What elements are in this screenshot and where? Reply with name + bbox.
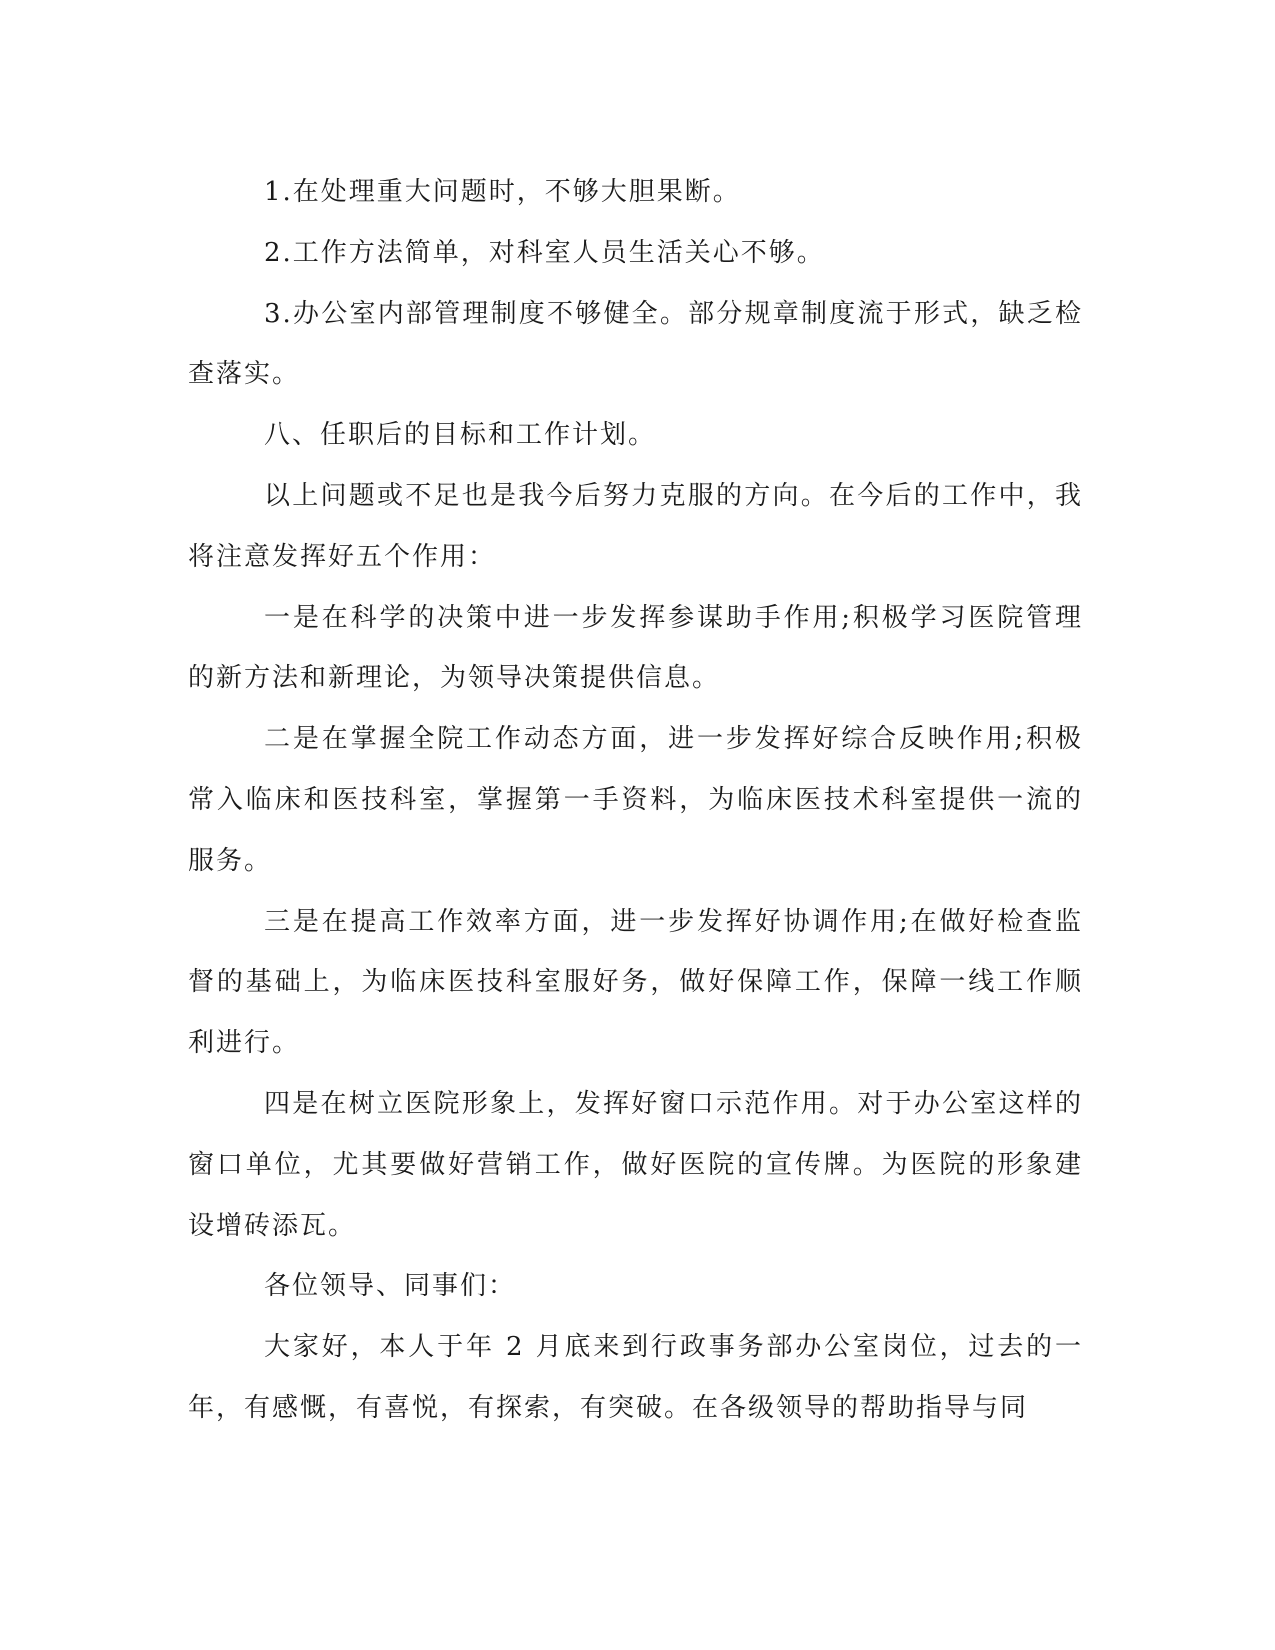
paragraph-greeting: 大家好，本人于年 2 月底来到行政事务部办公室岗位，过去的一年，有感慨，有喜悦，有探索，有突破。在各级领导的帮助指导与同: [188, 1332, 1083, 1423]
paragraph-item-1: 1.在处理重大问题时，不够大胆果断。: [264, 177, 741, 207]
paragraph-role-three: 三是在提高工作效率方面，进一步发挥好协调作用;在做好检查监督的基础上，为临床医技科室服好务，做好保障工作，保障一线工作顺利进行。: [188, 906, 1083, 1059]
document-body: [188, 162, 1083, 1439]
paragraph-item-3: 3.办公室内部管理制度不够健全。部分规章制度流于形式，缺乏检查落实。: [188, 298, 1083, 390]
salutation: 各位领导、同事们：: [264, 1271, 517, 1302]
paragraph-intro: 以上问题或不足也是我今后努力克服的方向。在今后的工作中，我将注意发挥好五个作用：: [188, 480, 1083, 572]
paragraph-item-2: 2.工作方法简单，对科室人员生活关心不够。: [264, 237, 825, 268]
paragraph-role-one: 一是在科学的决策中进一步发挥参谋助手作用;积极学习医院管理的新方法和新理论，为领导决策提供信息。: [188, 602, 1083, 694]
section-heading-eight: 八、任职后的目标和工作计划。: [264, 420, 657, 451]
paragraph-role-two: 二是在掌握全院工作动态方面，进一步发挥好综合反映作用;积极常入临床和医技科室，掌握第一手资料，为临床医技术科室提供一流的服务。: [188, 724, 1083, 876]
paragraph-role-four: 四是在树立医院形象上，发挥好窗口示范作用。对于办公室这样的窗口单位，尤其要做好营销工作，做好医院的宣传牌。为医院的形象建设增砖添瓦。: [188, 1088, 1083, 1241]
